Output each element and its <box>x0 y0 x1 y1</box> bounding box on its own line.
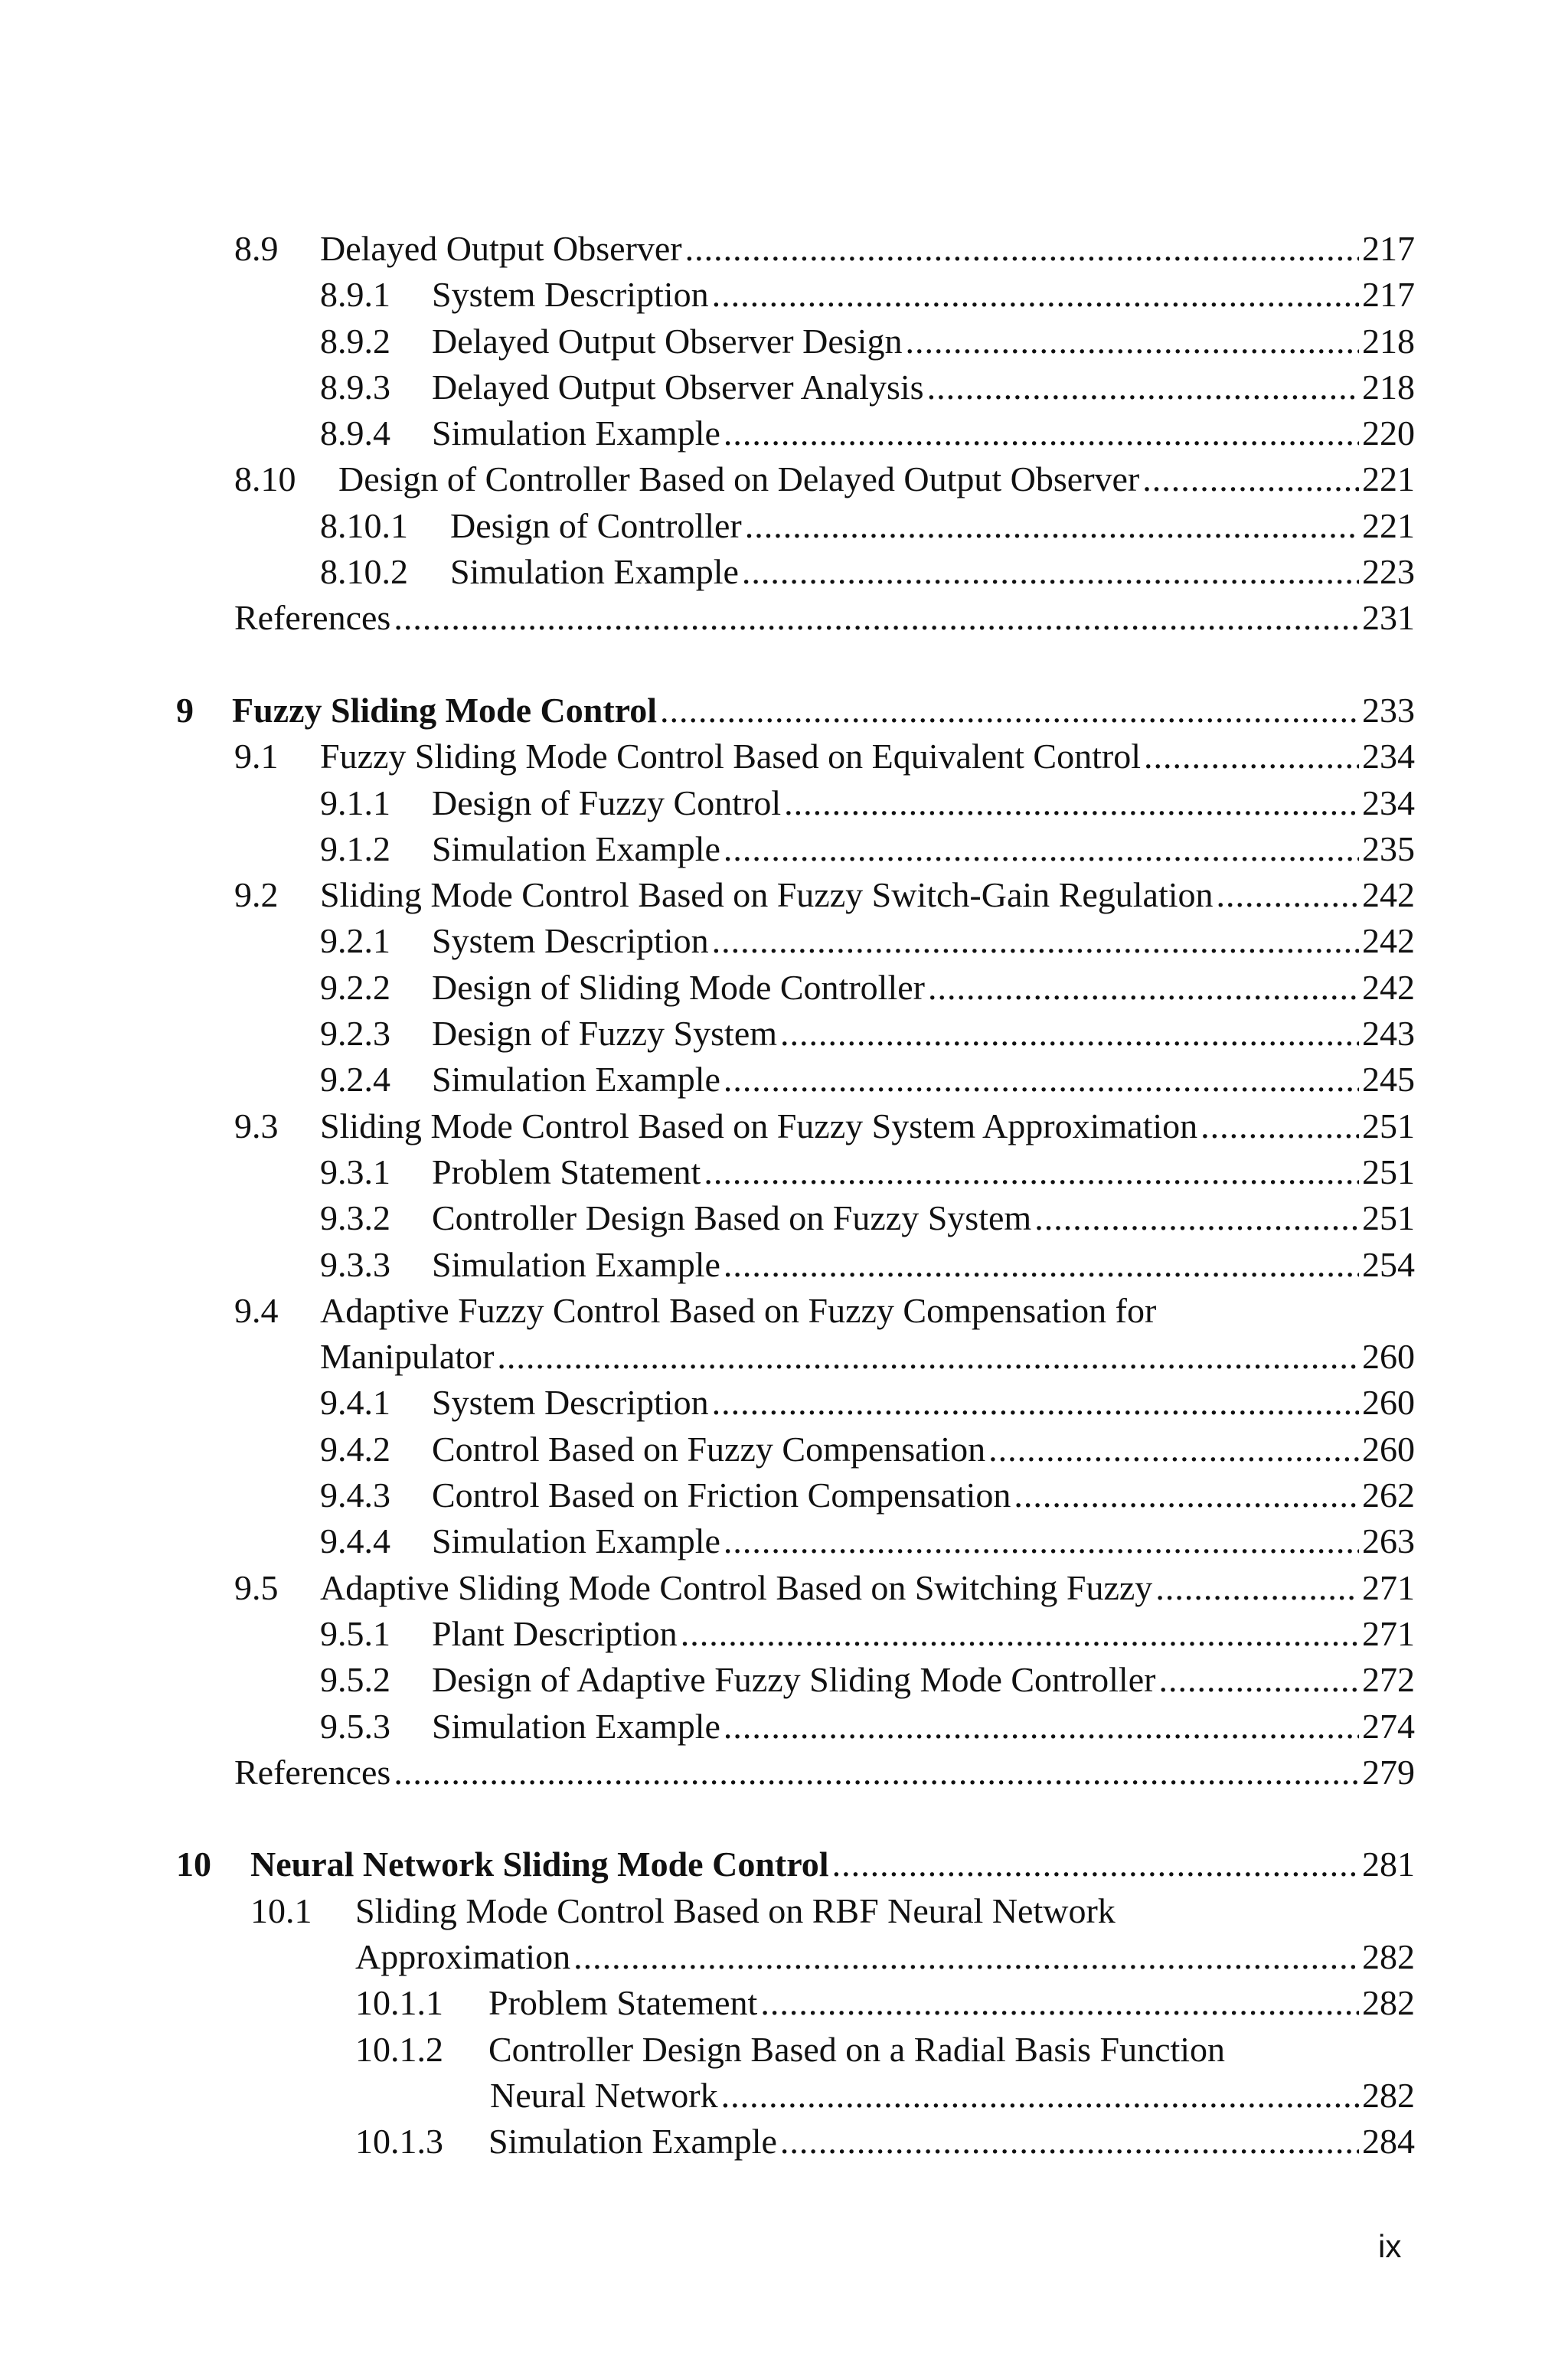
dot-leader <box>394 1750 1359 1796</box>
page-number: 221 <box>1362 505 1415 545</box>
toc-entry-9-5-2[interactable] <box>0 1657 1568 1703</box>
section-number: 9.5.3 <box>320 1706 390 1746</box>
dot-leader <box>988 1426 1359 1472</box>
dot-leader <box>394 595 1359 641</box>
section-title: Design of Sliding Mode Controller <box>432 967 925 1007</box>
dot-leader <box>712 1380 1359 1426</box>
toc-entry-9-5[interactable] <box>0 1565 1568 1611</box>
section-number: 9.5 <box>234 1567 279 1607</box>
dot-leader <box>1155 1565 1359 1611</box>
section-title: Adaptive Fuzzy Control Based on Fuzzy Compensation for <box>320 1290 1157 1330</box>
section-title: Sliding Mode Control Based on Fuzzy Switch-Gain Regulation <box>320 875 1214 915</box>
section-title: Delayed Output Observer Analysis <box>432 367 924 407</box>
section-title: Problem Statement <box>432 1152 701 1191</box>
section-title: Controller Design Based on a Radial Basis Function <box>488 2029 1226 2069</box>
dot-leader <box>724 1518 1359 1564</box>
section-number: 9.2.2 <box>320 967 390 1007</box>
toc-entry-10-1-line2[interactable] <box>0 1934 1568 1980</box>
page-number: 284 <box>1362 2122 1415 2162</box>
page-number: 274 <box>1362 1706 1415 1746</box>
section-title: Simulation Example <box>450 552 739 592</box>
section-number: 10.1.1 <box>355 1983 443 2023</box>
toc-entry-9-3[interactable] <box>0 1103 1568 1149</box>
toc-entry-8-10-1[interactable] <box>0 503 1568 549</box>
dot-leader <box>742 549 1359 595</box>
section-title: Simulation Example <box>488 2122 777 2162</box>
toc-entry-9-5-3[interactable] <box>0 1704 1568 1750</box>
section-number: 9.2 <box>234 875 279 915</box>
section-number: 9.1.2 <box>320 828 390 868</box>
page-number: 279 <box>1362 1752 1415 1792</box>
page-number: 242 <box>1362 967 1415 1007</box>
dot-leader <box>704 1149 1359 1195</box>
toc-entry-9-4-line1[interactable] <box>0 1288 1568 1334</box>
page-number: 235 <box>1362 828 1415 868</box>
section-title: Plant Description <box>432 1613 678 1653</box>
page-number: 243 <box>1362 1014 1415 1054</box>
toc-entry-9-1[interactable] <box>0 734 1568 779</box>
section-title: Design of Controller Based on Delayed Output Observer <box>338 459 1140 499</box>
section-title: Problem Statement <box>488 1983 758 2023</box>
dot-leader <box>784 780 1359 826</box>
page-number: 234 <box>1362 783 1415 822</box>
page-number: 231 <box>1362 598 1415 638</box>
page-number: 223 <box>1362 552 1415 592</box>
dot-leader <box>745 503 1359 549</box>
section-number: 9.1 <box>234 737 279 776</box>
section-number: 9.3.2 <box>320 1198 390 1238</box>
section-title: Design of Fuzzy System <box>432 1014 778 1054</box>
dot-leader <box>724 1704 1359 1750</box>
dot-leader <box>573 1934 1359 1980</box>
page-number: 271 <box>1362 1567 1415 1607</box>
page-number: 262 <box>1362 1475 1415 1515</box>
dot-leader <box>724 1057 1359 1103</box>
dot-leader <box>724 410 1359 456</box>
chapter-title: Fuzzy Sliding Mode Control <box>232 690 658 730</box>
page-number: 221 <box>1362 459 1415 499</box>
section-title: Delayed Output Observer Design <box>432 321 903 361</box>
page-number: 272 <box>1362 1660 1415 1700</box>
section-title: References <box>234 598 391 638</box>
toc-entry-10-1-2-line1[interactable] <box>0 2027 1568 2073</box>
toc-entry-9-2-4[interactable] <box>0 1057 1568 1103</box>
section-number: 9.2.3 <box>320 1014 390 1054</box>
toc-entry-10-1-1[interactable] <box>0 1980 1568 2026</box>
dot-leader <box>1034 1195 1359 1241</box>
dot-leader <box>905 319 1359 364</box>
toc-chapter-10[interactable] <box>0 1841 1568 1887</box>
section-title: Simulation Example <box>432 1244 720 1284</box>
toc-entry-8-10[interactable] <box>0 456 1568 502</box>
chapter-number: 10 <box>176 1845 211 1884</box>
page-number: 260 <box>1362 1429 1415 1469</box>
page-number: 282 <box>1362 2075 1415 2115</box>
dot-leader <box>685 226 1359 272</box>
toc-entry-9-4-3[interactable] <box>0 1472 1568 1518</box>
section-title-continued: Manipulator <box>320 1337 495 1377</box>
section-number: 9.3 <box>234 1106 279 1145</box>
dot-leader <box>1142 456 1359 502</box>
section-title: Controller Design Based on Fuzzy System <box>432 1198 1032 1238</box>
toc-entry-9-1-1[interactable] <box>0 780 1568 826</box>
page-number: 251 <box>1362 1198 1415 1238</box>
section-number: 9.2.4 <box>320 1060 390 1100</box>
section-number: 10.1.2 <box>355 2029 443 2069</box>
toc-entry-8-9[interactable] <box>0 226 1568 272</box>
dot-leader <box>760 1980 1359 2026</box>
section-title: Sliding Mode Control Based on Fuzzy System Approximation <box>320 1106 1198 1145</box>
section-title-continued: Approximation <box>355 1936 571 1976</box>
dot-leader <box>724 826 1359 872</box>
page-number: 281 <box>1362 1845 1415 1884</box>
toc-entry-8-10-2[interactable] <box>0 549 1568 595</box>
toc-entry-9-4-line2[interactable] <box>0 1334 1568 1380</box>
page-number: 245 <box>1362 1060 1415 1100</box>
page-number: 242 <box>1362 921 1415 961</box>
chapter-number: 9 <box>176 690 194 730</box>
toc-entry-8-9-2[interactable] <box>0 319 1568 364</box>
toc-entry-9-2-1[interactable] <box>0 918 1568 964</box>
toc-entry-10-1-3[interactable] <box>0 2119 1568 2165</box>
dot-leader <box>712 918 1359 964</box>
section-title: Adaptive Sliding Mode Control Based on Switching Fuzzy <box>320 1567 1153 1607</box>
page-number: 233 <box>1362 690 1415 730</box>
toc-entry-8-9-4[interactable] <box>0 410 1568 456</box>
dot-leader <box>1144 734 1359 779</box>
section-number: 9.4.2 <box>320 1429 390 1469</box>
section-title: System Description <box>432 275 709 315</box>
page-number: 251 <box>1362 1152 1415 1191</box>
dot-leader <box>1158 1657 1359 1703</box>
toc-chapter-9[interactable] <box>0 688 1568 734</box>
section-title: Control Based on Fuzzy Compensation <box>432 1429 986 1469</box>
section-number: 8.9.4 <box>320 413 390 453</box>
page-number: 254 <box>1362 1244 1415 1284</box>
dot-leader <box>660 688 1359 734</box>
dot-leader <box>832 1841 1359 1887</box>
section-title: Design of Adaptive Fuzzy Sliding Mode Controller <box>432 1660 1156 1700</box>
section-number: 9.4.3 <box>320 1475 390 1515</box>
toc-entry-8-9-3[interactable] <box>0 364 1568 410</box>
page-number: 242 <box>1362 875 1415 915</box>
dot-leader <box>1014 1472 1359 1518</box>
section-number: 8.9 <box>234 229 279 268</box>
section-number: 9.4 <box>234 1290 279 1330</box>
section-title: Delayed Output Observer <box>320 229 682 268</box>
section-number: 9.5.2 <box>320 1660 390 1700</box>
section-title: Design of Fuzzy Control <box>432 783 782 822</box>
toc-entry-references-9[interactable] <box>0 1750 1568 1796</box>
dot-leader <box>1200 1103 1359 1149</box>
section-title-continued: Neural Network <box>490 2075 718 2115</box>
dot-leader <box>712 272 1359 318</box>
section-number: 8.9.3 <box>320 367 390 407</box>
section-title: Fuzzy Sliding Mode Control Based on Equivalent Control <box>320 737 1141 776</box>
toc-entry-9-4-4[interactable] <box>0 1518 1568 1564</box>
page-number: 282 <box>1362 1983 1415 2023</box>
page-number: 218 <box>1362 367 1415 407</box>
dot-leader <box>721 2073 1359 2119</box>
page-number: 234 <box>1362 737 1415 776</box>
toc-entry-10-1-line1[interactable] <box>0 1888 1568 1934</box>
section-title: Simulation Example <box>432 828 720 868</box>
dot-leader <box>1217 872 1359 918</box>
page-number: 220 <box>1362 413 1415 453</box>
section-title: Simulation Example <box>432 413 720 453</box>
section-number: 8.10 <box>234 459 296 499</box>
folio-page-number: ix <box>1378 2228 1402 2264</box>
table-of-contents <box>0 226 1568 2165</box>
toc-entry-9-5-1[interactable] <box>0 1611 1568 1657</box>
dot-leader <box>780 2119 1359 2165</box>
section-title: Control Based on Friction Compensation <box>432 1475 1011 1515</box>
dot-leader <box>927 364 1359 410</box>
section-number: 9.2.1 <box>320 921 390 961</box>
toc-entry-9-3-3[interactable] <box>0 1242 1568 1288</box>
page-number: 260 <box>1362 1337 1415 1377</box>
toc-entry-9-2-2[interactable] <box>0 965 1568 1011</box>
section-number: 8.10.1 <box>320 505 408 545</box>
toc-entry-9-2[interactable] <box>0 872 1568 918</box>
toc-entry-10-1-2-line2[interactable] <box>0 2073 1568 2119</box>
section-number: 9.4.1 <box>320 1383 390 1423</box>
dot-leader <box>928 965 1359 1011</box>
section-number: 9.4.4 <box>320 1521 390 1561</box>
section-number: 9.3.1 <box>320 1152 390 1191</box>
section-number: 10.1.3 <box>355 2122 443 2162</box>
section-number: 9.3.3 <box>320 1244 390 1284</box>
page-number: 282 <box>1362 1936 1415 1976</box>
section-number: 10.1 <box>250 1890 312 1930</box>
page-number: 251 <box>1362 1106 1415 1145</box>
toc-entry-9-3-2[interactable] <box>0 1195 1568 1241</box>
dot-leader <box>724 1242 1359 1288</box>
section-number: 8.9.1 <box>320 275 390 315</box>
dot-leader <box>497 1334 1359 1380</box>
page-number: 217 <box>1362 275 1415 315</box>
dot-leader <box>780 1011 1359 1057</box>
toc-entry-references-8[interactable] <box>0 595 1568 641</box>
section-number: 9.1.1 <box>320 783 390 822</box>
toc-entry-9-3-1[interactable] <box>0 1149 1568 1195</box>
page-number: 218 <box>1362 321 1415 361</box>
toc-entry-8-9-1[interactable] <box>0 272 1568 318</box>
section-title: Simulation Example <box>432 1521 720 1561</box>
section-title: Sliding Mode Control Based on RBF Neural Network <box>355 1890 1116 1930</box>
section-title: Simulation Example <box>432 1706 720 1746</box>
toc-entry-9-4-1[interactable] <box>0 1380 1568 1426</box>
chapter-title: Neural Network Sliding Mode Control <box>250 1845 829 1884</box>
section-title: References <box>234 1752 391 1792</box>
section-title: System Description <box>432 1383 709 1423</box>
section-number: 8.10.2 <box>320 552 408 592</box>
section-title: Simulation Example <box>432 1060 720 1100</box>
section-title: System Description <box>432 921 709 961</box>
page-number: 260 <box>1362 1383 1415 1423</box>
page-number: 217 <box>1362 229 1415 268</box>
toc-entry-9-2-3[interactable] <box>0 1011 1568 1057</box>
section-number: 8.9.2 <box>320 321 390 361</box>
section-title: Design of Controller <box>450 505 742 545</box>
toc-entry-9-1-2[interactable] <box>0 826 1568 872</box>
toc-entry-9-4-2[interactable] <box>0 1426 1568 1472</box>
section-number: 9.5.1 <box>320 1613 390 1653</box>
page-number: 263 <box>1362 1521 1415 1561</box>
dot-leader <box>681 1611 1359 1657</box>
page-number: 271 <box>1362 1613 1415 1653</box>
